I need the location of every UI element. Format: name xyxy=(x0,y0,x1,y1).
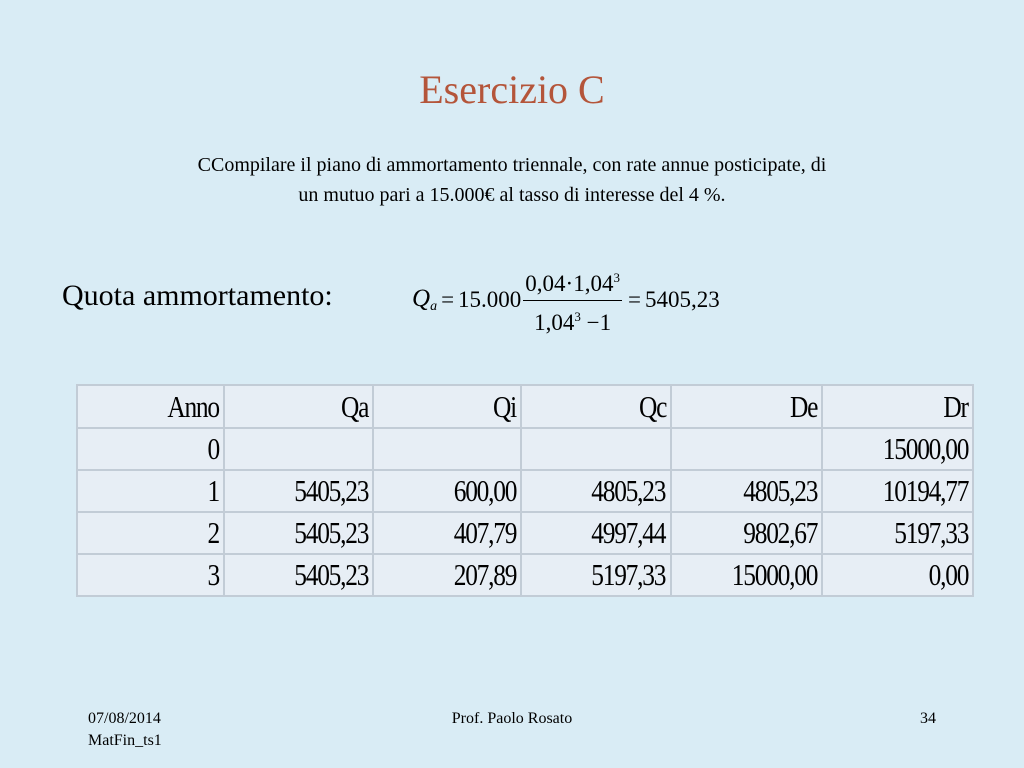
formula-q-symbol xyxy=(412,285,437,315)
table-cell xyxy=(822,470,973,512)
header-qc-text: Qc xyxy=(638,388,666,424)
exercise-description-line-1: CCompilare il piano di ammortamento triennale, con rate annue posticipate, di xyxy=(197,154,827,176)
amortization-table xyxy=(76,384,974,597)
footer-page-number: 34 xyxy=(920,710,936,727)
cell-value: 5197,33 xyxy=(591,557,666,592)
cell-value: 4805,23 xyxy=(591,473,666,508)
cell-value: 10194,77 xyxy=(882,473,968,508)
cell-value: 4997,44 xyxy=(591,515,666,550)
cell-value: 3 xyxy=(207,557,219,592)
footer-date: 07/08/2014 xyxy=(88,710,161,727)
cell-value: 5405,23 xyxy=(294,473,369,508)
header-qi xyxy=(373,385,521,428)
formula-fraction xyxy=(523,265,622,336)
cell-value: 207,89 xyxy=(453,557,517,592)
table-cell xyxy=(224,554,374,596)
table-cell xyxy=(822,428,973,470)
header-dr xyxy=(822,385,973,428)
table-cell xyxy=(521,470,671,512)
table-cell xyxy=(671,554,822,596)
header-anno-text: Anno xyxy=(166,388,219,424)
cell-value: 407,79 xyxy=(453,515,517,550)
table-cell xyxy=(521,512,671,554)
quota-label: Quota ammortamento: xyxy=(62,279,333,312)
slide-title: Esercizio C xyxy=(419,67,605,112)
formula-denominator-base: 1,04 xyxy=(534,309,575,335)
cell-value: 5197,33 xyxy=(893,515,968,550)
cell-value: 0,00 xyxy=(928,557,968,592)
annuity-formula xyxy=(412,262,720,338)
formula-denominator-minus-one: −1 xyxy=(586,309,612,335)
formula-denominator xyxy=(532,301,613,336)
table-cell xyxy=(224,470,374,512)
header-de xyxy=(671,385,822,428)
cell-value: 15000,00 xyxy=(731,557,817,592)
formula-numerator-exponent: 3 xyxy=(613,269,620,285)
exercise-description xyxy=(90,150,934,210)
table-row xyxy=(77,512,973,554)
table-cell xyxy=(77,554,224,596)
cell-value: 4805,23 xyxy=(742,473,817,508)
table-cell xyxy=(671,512,822,554)
table-row xyxy=(77,554,973,596)
cell-value: 9802,67 xyxy=(742,515,817,550)
table-cell xyxy=(77,470,224,512)
table-cell xyxy=(521,428,671,470)
table-cell xyxy=(224,512,374,554)
table-cell xyxy=(373,470,521,512)
header-anno xyxy=(77,385,224,428)
formula-coefficient: 15.000 xyxy=(458,287,522,312)
formula-result: 5405,23 xyxy=(644,287,720,312)
header-qi-text: Qi xyxy=(493,388,517,424)
cell-value: 600,00 xyxy=(453,473,517,508)
table-cell xyxy=(373,554,521,596)
cell-value: 2 xyxy=(207,515,219,550)
footer-filename: MatFin_ts1 xyxy=(88,732,162,749)
cell-value: 5405,23 xyxy=(294,557,369,592)
table-cell xyxy=(373,512,521,554)
table-row xyxy=(77,470,973,512)
formula-q-subscript: a xyxy=(430,299,438,314)
table-cell xyxy=(373,428,521,470)
formula-equals-1: = xyxy=(441,287,455,312)
header-qa xyxy=(224,385,374,428)
table-cell xyxy=(77,512,224,554)
table-cell xyxy=(224,428,374,470)
table-cell xyxy=(671,428,822,470)
exercise-description-line-2: un mutuo pari a 15.000€ al tasso di interesse del 4 %. xyxy=(298,184,726,206)
cell-value: 0 xyxy=(207,431,219,466)
table-cell xyxy=(822,512,973,554)
formula-equals-2: = xyxy=(627,287,641,312)
table-cell xyxy=(822,554,973,596)
header-qc xyxy=(521,385,671,428)
header-dr-text: Dr xyxy=(943,388,968,424)
formula-q-letter: Q xyxy=(412,285,431,312)
table-header-row xyxy=(77,385,973,428)
formula-denominator-exponent: 3 xyxy=(574,308,581,324)
cell-value: 1 xyxy=(207,473,219,508)
table-cell xyxy=(77,428,224,470)
table-cell xyxy=(521,554,671,596)
cell-value: 15000,00 xyxy=(882,431,968,466)
header-qa-text: Qa xyxy=(340,388,369,424)
formula-numerator xyxy=(523,265,622,301)
footer-author: Prof. Paolo Rosato xyxy=(451,710,573,727)
header-de-text: De xyxy=(789,388,817,424)
formula-numerator-base: 0,04·1,04 xyxy=(525,270,614,296)
table-cell xyxy=(671,470,822,512)
table-row xyxy=(77,428,973,470)
cell-value: 5405,23 xyxy=(294,515,369,550)
